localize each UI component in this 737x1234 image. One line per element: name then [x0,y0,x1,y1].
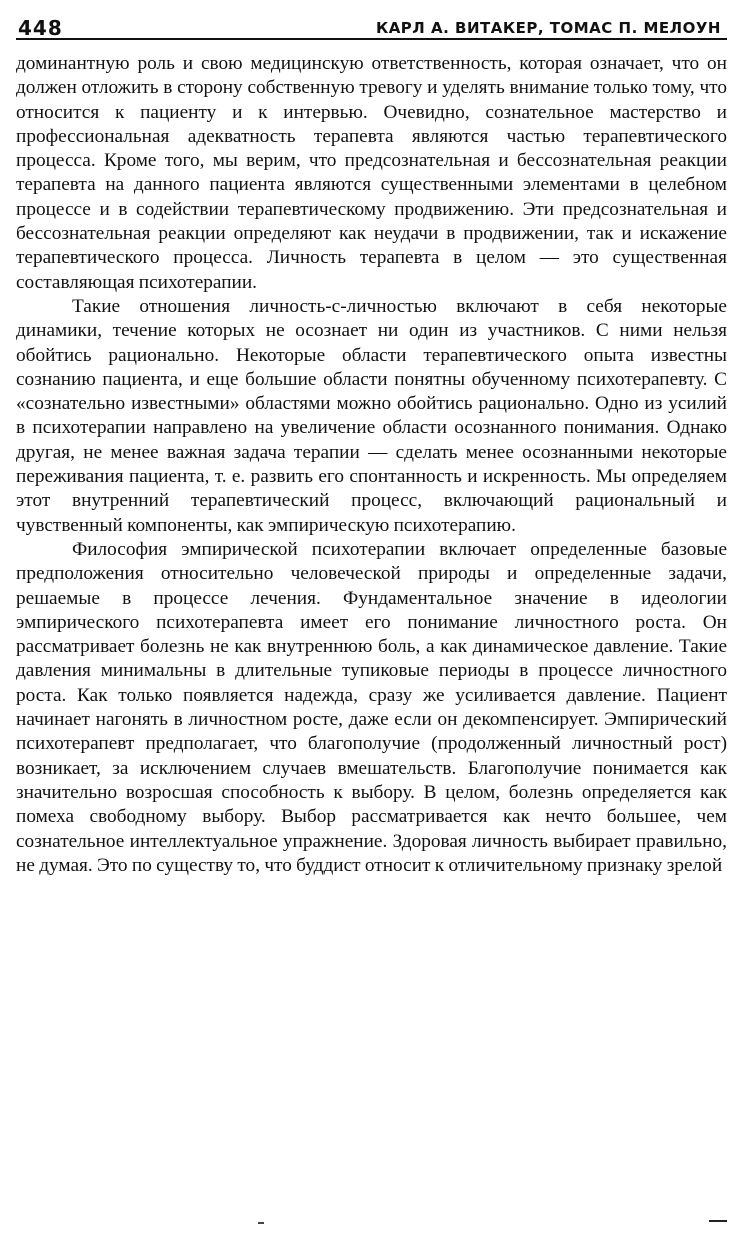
paragraph: Философия эмпирической психотерапии включает определенные базовые предположения относительно человеческой природы и определенные задачи, решаемые в процессе лечения. Фундаментальное значение в идеологии эмпирического психотерапевта имеет его понимание личностного роста. Он рассматривает болезнь не как внутреннюю боль, а как динамическое давление. Такие давления минимальны в длительные тупиковые периоды в процессе личностного роста. Как только появляется надежда, сразу же усиливается давление. Пациент начинает нагонять в личностном росте, даже если он декомпенсирует. Эмпирический психотерапевт предполагает, что благополучие (продолженный личностный рост) возникает, за исключением случаев вмешательств. Благополучие понимается как значительно возросшая способность к выбору. В целом, болезнь определяется как помеха свободному выбору. Выбор рассматривается как нечто большее, чем сознательное интеллектуальное упражнение. Здоровая личность выбирает правильно, не думая. Это по существу то, что буддист относит к отличительному признаку зрелой [16,538,727,876]
print-mark [258,1222,264,1224]
running-head: КАРЛ А. ВИТАКЕР, ТОМАС П. МЕЛОУН [375,19,721,37]
body-text [16,52,727,878]
print-mark [709,1220,727,1222]
paragraph-continued: доминантную роль и свою медицинскую ответственность, которая означает, что он должен отложить в сторону собственную тревогу и уделять внимание только тому, что относится к пациенту и к интервью. Очевидно, сознательное мастерство и профессиональная адекватность терапевта являются частью терапевтического процесса. Кроме того, мы верим, что предсознательная и бессознательная реакции терапевта на данного пациента являются существенными элементами в целебном процессе и в содействии терапевтическому продвижению. Эти предсознательная и бессознательная реакции определяют как неудачи в продвижении, так и искажение терапевтического процесса. Личность терапевта в целом — это существенная составляющая психотерапии. [16,53,727,293]
page-header [16,0,727,40]
page-number: 448 [18,16,63,40]
paragraph: Такие отношения личность-с-личностью включают в себя некоторые динамики, течение которых не осознает ни один из участников. С ними нельзя обойтись рационально. Некоторые области терапевтического опыта известны сознанию пациента, и еще большие области понятны обученному психотерапевту. С «сознательно известными» областями можно обойтись рационально. Одно из усилий в психотерапии направлено на увеличение области осознанного понимания. Однако другая, не менее важная задача терапии — сделать менее осознанными некоторые переживания пациента, т. е. развить его спонтанность и искренность. Мы определяем этот внутренний терапевтический процесс, включающий рациональный и чувственный компоненты, как эмпирическую психотерапию. [16,295,727,536]
